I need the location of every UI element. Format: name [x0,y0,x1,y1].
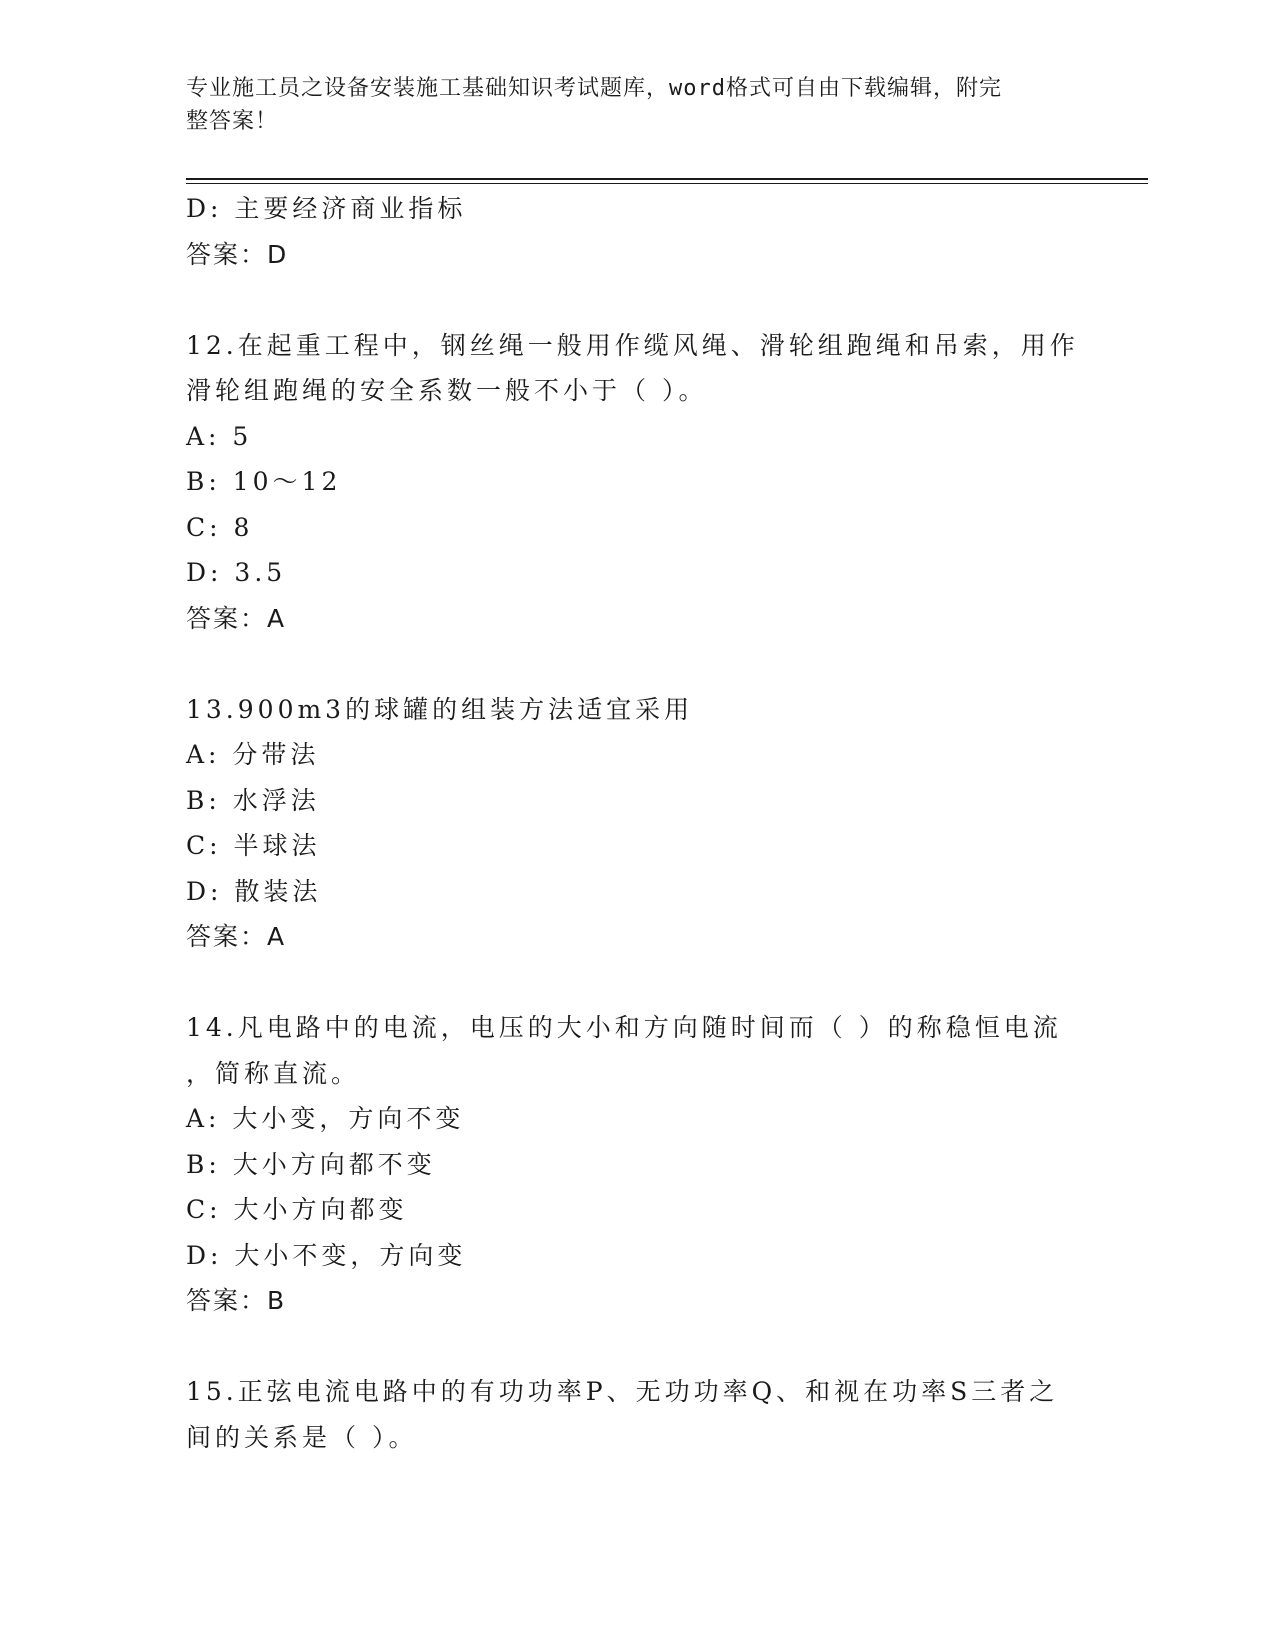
question-text-line-2: 滑轮组跑绳的安全系数一般不小于（ ）。 [186,376,708,405]
option-d: D: 散装法 [186,876,322,906]
document-header [186,72,1066,138]
answer-line: 答案：D [186,239,289,269]
question-text-line-1: 13.900m3的球罐的组装方法适宜采用 [186,694,694,724]
spacer [186,1324,1086,1370]
option-d: D: 3.5 [186,558,287,587]
question-text-line-1: 15.正弦电流电路中的有功功率P、无功功率Q、和视在功率S三者之 [186,1377,1059,1406]
question-15 [186,1369,1086,1460]
question-text-line-2: 间的关系是（ ）。 [186,1422,418,1452]
question-text-line-1: 12.在起重工程中，钢丝绳一般用作缆风绳、滑轮组跑绳和吊索，用作 [186,330,1079,360]
spacer [186,641,1086,687]
answer-line: 答案：B [186,1286,287,1315]
question-text-line-2: ，简称直流。 [186,1058,361,1088]
previous-question-tail [186,186,1086,277]
question-13 [186,687,1086,960]
option-c: C: 8 [186,512,254,542]
spacer [186,277,1086,323]
option-c: C: 半球法 [186,831,321,860]
option-b: B: 水浮法 [186,785,320,815]
option-b: B: 大小方向都不变 [186,1149,436,1179]
option-d: D: 主要经济商业指标 [186,194,467,223]
option-a: A: 5 [186,421,253,451]
question-14 [186,1005,1086,1324]
spacer [186,960,1086,1006]
header-divider-thin [186,183,1148,184]
answer-line: 答案：A [186,922,287,951]
option-b: B: 10～12 [186,467,342,496]
question-list [186,186,1086,1460]
header-line-1: 专业施工员之设备安装施工基础知识考试题库，word格式可自由下载编辑，附完 [186,76,1002,101]
answer-line: 答案：A [186,603,287,633]
option-c: C: 大小方向都变 [186,1195,408,1224]
option-d: D: 大小不变，方向变 [186,1240,467,1270]
question-text-line-1: 14.凡电路中的电流，电压的大小和方向随时间而（ ）的称稳恒电流 [186,1013,1062,1042]
option-a: A: 分带法 [186,740,320,769]
header-line-2: 整答案！ [186,109,279,134]
header-divider-thick [186,178,1148,180]
option-a: A: 大小变，方向不变 [186,1104,465,1133]
question-12 [186,323,1086,642]
